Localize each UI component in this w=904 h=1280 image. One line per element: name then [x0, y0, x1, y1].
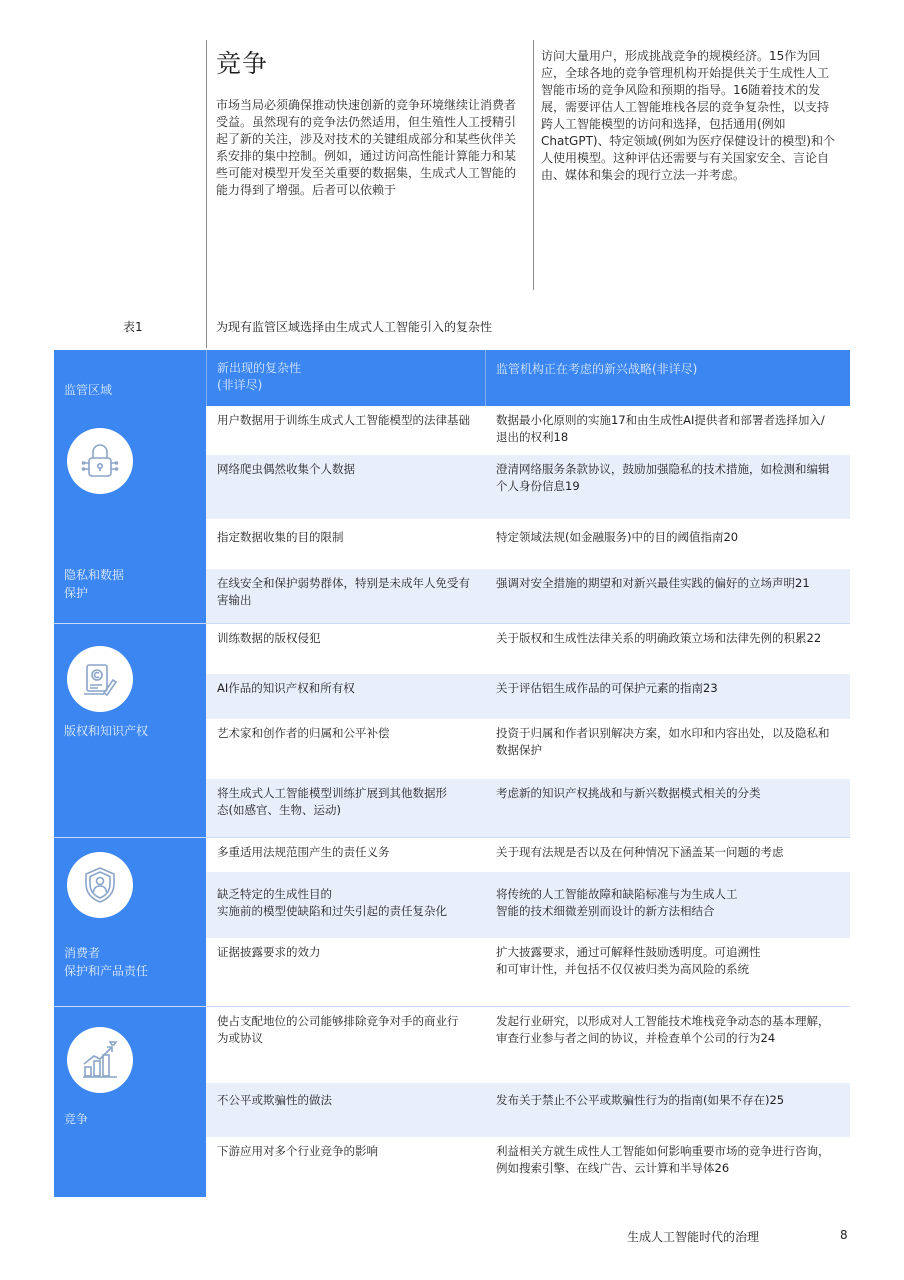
section-heading: 竞争	[216, 49, 269, 78]
complexity-cell: 缺乏特定的生成性目的 实施前的模型使缺陷和过失引起的责任复杂化	[217, 887, 447, 918]
regulatory-complexity-table	[54, 350, 850, 1197]
padlock-circuit-icon	[67, 428, 133, 494]
section-label: 竞争	[64, 1112, 89, 1126]
section-label-panel	[54, 624, 206, 837]
strategy-cell: 发布关于禁止不公平或欺骗性行为的指南(如果不存在)25	[496, 1093, 785, 1107]
table-row	[206, 519, 850, 569]
header-divider	[206, 350, 207, 406]
table-row	[206, 838, 850, 872]
table-row	[206, 624, 850, 674]
table-row	[206, 779, 850, 837]
table-row	[206, 1137, 850, 1197]
complexity-cell: 艺术家和创作者的归属和公平补偿	[217, 726, 390, 740]
complexity-cell: 下游应用对多个行业竞争的影响	[217, 1144, 378, 1158]
strategy-cell: 考虑新的知识产权挑战和与新兴数据模式相关的分类	[496, 786, 761, 800]
section-privacy	[54, 406, 850, 623]
complexity-cell: 使占支配地位的公司能够排除竞争对手的商业行为或协议	[217, 1014, 459, 1045]
table-row	[206, 1083, 850, 1137]
complexity-cell: 网络爬虫偶然收集个人数据	[217, 462, 355, 476]
section-label: 消费者 保护和产品责任	[64, 946, 149, 978]
table-header	[54, 350, 850, 406]
section-label-panel	[54, 838, 206, 1006]
section-competition	[54, 1007, 850, 1197]
table-row	[206, 455, 850, 519]
section-consumer-protection	[54, 838, 850, 1006]
intro-paragraph-right: 访问大量用户，形成挑战竞争的规模经济。15作为回应，全球各地的竞争管理机构开始提供关于生成性人工智能市场的竞争风险和预期的指导。16随着技术的发展，需要评估人工智能堆栈各层的竞争复杂性，以支持跨人工智能模型的访问和选择，包括通用(例如ChatGPT)、特定领域(例如为医疗保健设计的模型)和个人使用模型。这种评估还需要与有关国家安全、言论自由、媒体和集会的现行立法一并考虑。	[541, 49, 835, 182]
table-row	[206, 872, 850, 938]
header-emerging-complexity-line1: 新出现的复杂性	[217, 361, 302, 375]
table-row	[206, 719, 850, 779]
growth-chart-icon	[67, 1027, 133, 1093]
strategy-cell: 特定领域法规(如金融服务)中的目的阈值指南20	[496, 530, 739, 544]
complexity-cell: 不公平或欺骗性的做法	[217, 1093, 332, 1107]
complexity-cell: AI作品的知识产权和所有权	[217, 681, 355, 695]
strategy-cell: 扩大披露要求，通过可解释性鼓励透明度。可追溯性 和可审计性，并包括不仅仅被归类为高风险的系统	[496, 945, 761, 976]
strategy-cell: 利益相关方就生成性人工智能如何影响重要市场的竞争进行咨询，例如搜索引擎、在线广告、云计算和半导体26	[496, 1144, 830, 1175]
header-emerging-strategies: 监管机构正在考虑的新兴战略(非详尽)	[496, 362, 698, 376]
complexity-cell: 训练数据的版权侵犯	[217, 631, 321, 645]
header-emerging-complexity	[217, 360, 301, 394]
complexity-cell: 指定数据收集的目的限制	[217, 530, 344, 544]
complexity-cell: 用户数据用于训练生成式人工智能模型的法律基础	[217, 413, 470, 427]
section-label: 版权和知识产权	[64, 724, 149, 738]
table-caption: 为现有监管区域选择由生成式人工智能引入的复杂性	[216, 320, 493, 334]
header-regulatory-area: 监管区域	[64, 383, 113, 397]
page-number: 8	[840, 1228, 848, 1242]
strategy-cell: 关于现有法规是否以及在何种情况下涵盖某一问题的考虑	[496, 845, 784, 859]
complexity-cell: 将生成式人工智能模型训练扩展到其他数据形态(如感官、生物、运动)	[217, 786, 447, 817]
strategy-cell: 投资于归属和作者识别解决方案，如水印和内容出处，以及隐私和数据保护	[496, 726, 830, 757]
table-row	[206, 938, 850, 1006]
section-label-panel	[54, 1007, 206, 1197]
complexity-cell: 多重适用法规范围产生的责任义务	[217, 845, 390, 859]
table-row	[206, 406, 850, 455]
column-divider-middle	[533, 40, 534, 290]
intro-paragraph-left: 市场当局必须确保推动快速创新的竞争环境继续让消费者受益。虽然现有的竞争法仍然适用，但生殖性人工授精引起了新的关注，涉及对技术的关键组成部分和某些伙伴关系安排的集中控制。例如，通过访问高性能计算能力和某些可能对模型开发至关重要的数据集，生成式人工智能的能力得到了增强。后者可以依赖于	[216, 98, 517, 197]
section-copyright	[54, 624, 850, 837]
strategy-cell: 将传统的人工智能故障和缺陷标准与为生成人工 智能的技术细微差别而设计的新方法相结合	[496, 887, 738, 918]
shield-person-icon	[67, 852, 133, 918]
section-label: 隐私和数据 保护	[64, 568, 125, 600]
table-label: 表1	[123, 320, 143, 334]
strategy-cell: 数据最小化原则的实施17和由生成性AI提供者和部署者选择加入/退出的权利18	[496, 413, 825, 444]
strategy-cell: 强调对安全措施的期望和对新兴最佳实践的偏好的立场声明21	[496, 576, 810, 590]
copyright-document-icon	[67, 646, 133, 712]
complexity-cell: 证据披露要求的效力	[217, 945, 321, 959]
table-row	[206, 1007, 850, 1083]
strategy-cell: 澄清网络服务条款协议，鼓励加强隐私的技术措施，如检测和编辑个人身份信息19	[496, 462, 830, 493]
section-label-panel	[54, 406, 206, 623]
column-divider-left	[206, 40, 207, 348]
header-divider	[485, 350, 486, 406]
table-row	[206, 674, 850, 719]
footer-title: 生成人工智能时代的治理	[627, 1230, 760, 1244]
strategy-cell: 发起行业研究，以形成对人工智能技术堆栈竞争动态的基本理解，审查行业参与者之间的协议，并检查单个公司的行为24	[496, 1014, 830, 1045]
complexity-cell: 在线安全和保护弱势群体，特别是未成年人免受有害输出	[217, 576, 470, 607]
table-row	[206, 569, 850, 623]
strategy-cell: 关于版权和生成性法律关系的明确政策立场和法律先例的积累22	[496, 631, 822, 645]
header-emerging-complexity-line2: (非详尽)	[217, 378, 263, 392]
strategy-cell: 关于评估铝生成作品的可保护元素的指南23	[496, 681, 718, 695]
